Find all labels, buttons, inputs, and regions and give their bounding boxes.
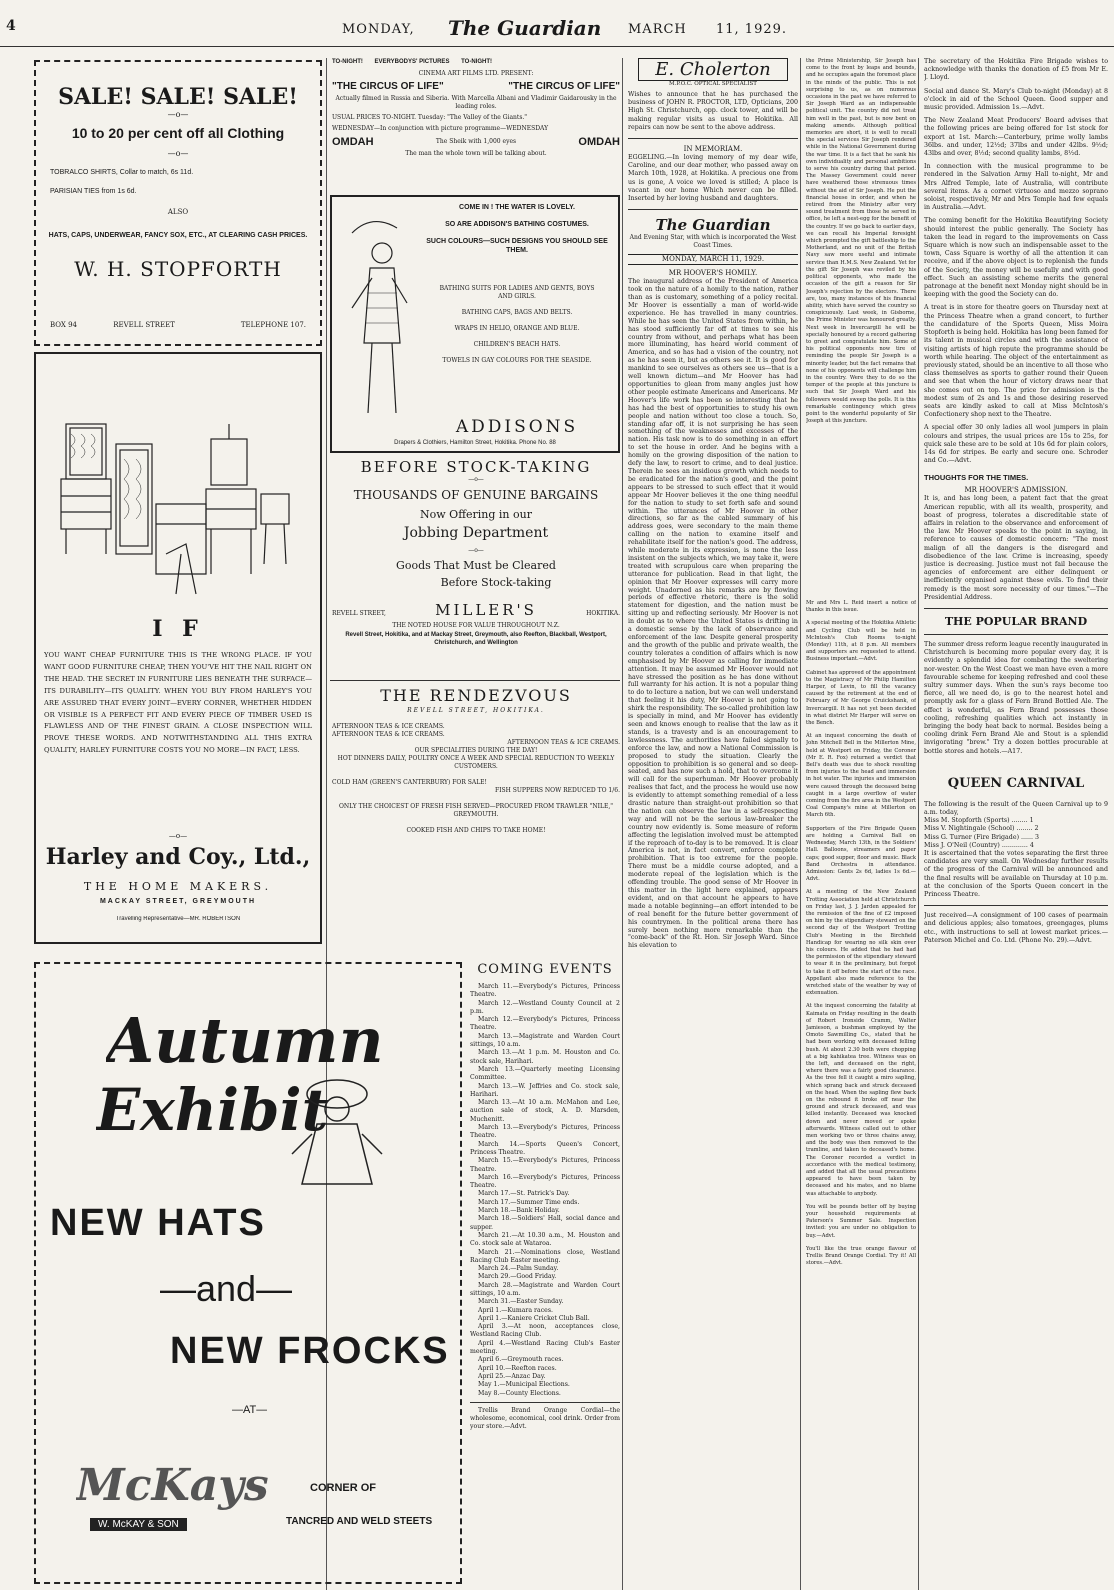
event-item: March 31.—Easter Sunday. <box>478 1298 564 1306</box>
events-title: COMING EVENTS <box>477 962 613 977</box>
rendezvous-street: REVELL STREET, HOKITIKA. <box>407 707 545 714</box>
dance-notice: Social and dance St. Mary's Club to-night (Monday) at 8 o'clock in aid of the School Queen. Good supper and music provided. Admission 1s.—Advt. <box>924 87 1108 112</box>
meat-notice: The New Zealand Meat Producers' Board advises that the following prices are being offered for 1st stock for export at 1st. March:—Canterbury, prime wolly lambs 36lbs. and under, 12½d; 37lbs and under 42lbs. 9½d; 43lbs and over, 8½d; second quality lambs, 8½d. <box>924 117 1108 158</box>
editorial-body: The inaugural address of the President of America took on the nature of a homily to the nation, rather than as is customary, something of a policy recital. Mr Hoover is essentially a man of world-wide experience. He has travelled in many countries. While he has seen the United States from within, he has stood sufficiently far off at times to see his country from without, and perhaps what has been more illuminating, has heard world comment of America, and so has had a vision of the country, not as he has seen it, but as others see it. It is good for mankind to see ourselves as others see us—that is a well known dictum—and Mr Hoover has had opportunities to glean from many angles just how other people estimate Americans and Americans. Mr Hoover's life work has been so interesting that he has had the best of opportunities to study his own people and nation without too close a touch. So, standing afar off, it is not surprising he has seen something of the weaknesses and excesses of the nation. His task now is to do something in an effort to set the house in order. And he begins with a homily on the growing disposition of the nation to defy the law, to resort to crime, and to deal justice. Therein he sees an insidious growth which needs to be eradicated for the nation's good, and the point appears to be stressed to such effect that it would appear Mr Hoover believes it the one thing needful for the nation to study to set forth safe and sound within. The utterances of Mr Hoover in other directions, so far as the cabled summary of his address goes, were secondary to the main theme calling on the nation to examine itself and rehabilitate itself for the nation's good. The address, while moderate in its expression, is none the less insistent on the subjects which, we may take it, were treated with scrupulous care when preparing the utterance for publication. Read in that light, the opinion that Mr Hoover expresses will carry more weight. Unadorned as his remarks are by flowing periods of effective rhetoric, there is the solid statement for digestion, and the nation must be sitting up and reflecting seriously. Mr Hoover is not in doubt as to where the United States is drifting in a domestic sense by the lack of observance and enforcement of the law. Despite general prosperity and the growth of the public and private wealth, the country tolerates a condition of affairs which is now emphasised by Mr Hoover as calling for immediate attention. It may be assumed Mr Hoover would not have stressed the position as he has done without full warranty for his action. It is not a popular thing to do to lecture a nation, but we can well understand that feeling it his duty, Mr Hoover is not going to shirk the responsibility. The so-called prohibition law is specially in mind, and Mr Hoover has evidently seen and knows enough to realise that the law as it stands, is a travesty and is an encouragement to lawlessness. The authorities have failed signally to enforce the law, and now a National Commission is proposed to study the situation. Clearly the opposition to prohibition is so general and so deep-seated, and has now such a hold, that to overcome it will call for the superhuman. Mr Hoover probably realises that fact, and the process he would use now is evidently to attempt something remedial of a less drastic nature than straight-out prohibition so that the nation can observe the law in a self-respecting way and will not be the serious law-breaker the country now evidently is. Some measure of reform affecting the legislation involved must be attempted if the reproach of to-day is to be removed. It is clear America is not, in fact convert, enforce complete prohibition. That is too extreme for the people. There must be a middle course adopted, and a moderate repeal of the legislation which is the offending trouble. The good sense of Mr Hoover in this matter in the light here explained, appears evident, and on that account he appears to have made a notable beginning—an effort intended to be of real benefit for the future better government of his countrymen. In the political arena there has surely been nothing more remarkable than the "come-back" of the Rt. Hon. Sir Joseph Ward. Since his elevation to <box>628 278 798 950</box>
fire-notice: The secretary of the Hokitika Fire Brigade wishes to acknowledge with thanks the donation of £5 from Mr E. J. Lloyd. <box>924 58 1108 82</box>
event-item: March 13.—Quarterly meeting Licensing Committee. <box>470 1065 620 1082</box>
editorial-paper: The Guardian <box>655 216 771 235</box>
jobbing-dept: Jobbing Department <box>403 525 549 541</box>
towels: TOWELS IN GAY COLOURS FOR THE SEASIDE. <box>442 357 592 364</box>
rendezvous-ad <box>332 686 620 954</box>
event-item: April 1.—Kaniere Cricket Club Ball. <box>478 1314 590 1322</box>
millers-addr: Revell Street, Hokitika, and at Mackay Street, Greymouth, also Reefton, Blackball, Westport, Christchurch, and Wellington <box>345 632 607 646</box>
event-item: April 3.—At noon, acceptances close, Westland Racing Club. <box>470 1323 620 1339</box>
brand-heading: THE POPULAR BRAND <box>944 614 1088 628</box>
queen-intro: The following is the result of the Queen Carnival up to 9 a.m. today, <box>924 800 1108 817</box>
noted-house: THE NOTED HOUSE FOR VALUE THROUGHOUT N.Z. <box>392 622 560 629</box>
harley-rep: Travelling Representative—MR. ROBERTSON <box>115 916 241 922</box>
sale-heading: SALE! SALE! SALE! <box>58 84 298 110</box>
streets-line: TANCRED AND WELD STEETS <box>286 1516 433 1527</box>
paterson-notice: You will be pounds better off by buying your household requirements at Paterson's Summer Sale. Inspection invited: you are under no obligation to buy.—Advt. <box>806 1203 916 1239</box>
film-prices: USUAL PRICES TO-NIGHT. Tuesday: "The Valley of the Giants." <box>332 114 528 121</box>
cold-ham: COLD HAM (GREEN'S CANTERBURY) FOR SALE! <box>332 779 487 786</box>
temple-notice: In connection with the musical programme to be rendered in the Salvation Army Hall to-night, Mr and Mrs Alfred Temple, late of Australia, will contribute several items. As a cornet virtuoso and mezzo soprano soloist, respectively, Mr and Mrs Temple had few equals in Australia.—Advt. <box>924 163 1108 212</box>
film-desc: Actually filmed in Russia and Siberia. With Marcella Albani and Vladimir Gaidarousky in the leading roles. <box>335 95 617 110</box>
thoughts-heading: THOUGHTS FOR THE TIMES. <box>924 473 1029 483</box>
tobralco-line: TOBRALCO SHIRTS, Collar to match, 6s 11d. <box>50 169 194 176</box>
event-item: March 24.—Palm Sunday. <box>478 1265 559 1273</box>
mckays-logo: McKays <box>76 1460 269 1511</box>
event-item: March 17.—St. Patrick's Day. <box>478 1190 570 1198</box>
millers-ad: BEFORE STOCK-TAKING —o— THOUSANDS OF GENUINE BARGAINS Now Offering in our Jobbing Department —o— Goods That Must be Cleared Before Stock-taking REVELL STREET, MILLER'S HOKITIKA. THE NOTED HOUSE FOR VALUE THROUGHOUT N.Z. Revell Street, Hokitika, and at Mackay Street, Greymouth, also Reefton, Blackball, Westport, Christchurch, and Wellington <box>332 458 620 646</box>
harley-if: I F <box>152 616 204 642</box>
coming-events <box>470 962 620 1584</box>
event-item: March 21.—At 10.30 a.m., M. Houston and Co. stock sale at Wataroa. <box>470 1231 620 1248</box>
admission-body: It is, and has long been, a patent fact that the great American republic, with all its wealth, prosperity, and boast of progress, tolerates a discreditable state of affairs in relation to the observance and enforcement of the law. Mr Hoover speaks to the point in saying, in reference to causes of domestic concern: "The most malign of all the dangers is the disregard and disobedience of the law. Crime is increasing, speedy justice is decreasing. Justice must not fail because the agencies of enforcement are either delinquent or inefficiently organised against these evils. To find their remedy is the most sore necessity of our times."—The Presidential Address. <box>924 495 1108 601</box>
also-line: ALSO <box>167 208 189 216</box>
masthead-date: 11, 1929. <box>716 22 788 37</box>
event-item: March 13.—At 10 a.m. McMahon and Lee, auction sale of stock, A. D. Marsden, Muchenitt. <box>470 1099 620 1123</box>
thousands: THOUSANDS OF GENUINE BARGAINS <box>353 488 599 502</box>
and-line: —and— <box>160 1268 293 1309</box>
addisons-name: ADDISONS <box>455 417 579 437</box>
trotting-notice: At a meeting of the New Zealand Trotting Association held at Christchurch on Friday last, J. J. Jarden appealed for the remission of the fine of £2 imposed on him by the stipendiary steward on the second day of the Westport Trotting Club's Meeting in the Birchfield Handicap for wearing no silk skin over his colours. He added that he had had the permission of the stipendiary steward to wear it in the preliminary, but forgot to take it off before the start of the race. Appellant also made reference to the wretched state of the weather by way of extenuation. <box>806 889 916 997</box>
furniture-illustration <box>56 404 306 604</box>
event-item: March 17.—Summer Time ends. <box>478 1198 580 1206</box>
addisons-foot: Drapers & Clothiers, Hamilton Street, Hokitika. Phone No. 88 <box>394 440 556 446</box>
choicest-fish: ONLY THE CHOICEST OF FRESH FISH SERVED—PROCURED FROM TRAWLER "NILE," GREYMOUTH. <box>338 803 614 818</box>
queen-standing: Miss M. Stopforth (Sports) ........ 1 <box>924 817 1034 825</box>
masthead <box>0 0 1114 44</box>
specialities: OUR SPECIALITIES DURING THE DAY! <box>414 747 538 754</box>
cabinet-notice: Cabinet has approved of the appointment to the Magistracy of Mr Philip Hamilton Harper, of Levin, to fill the vacancy caused by the retirement at the end of February of Mr George Cruickshank, of Invercargill. It has not yet been decided in what district Mr Harper will serve on the Bench. <box>806 669 916 727</box>
harley-copy: YOU WANT CHEAP FURNITURE THIS IS THE WRONG PLACE. IF YOU WANT GOOD FURNITURE CHEAP, THEN YOU'VE HIT THE NAIL RIGHT ON THE HEAD. THE SECRET IN FURNITURE LIES BENEATH THE SURFACE—ITS DURABILITY—ITS QUALITY. WHEN YOU BUY FROM HARLEY'S YOU ARE ASSURED THAT EVERY JOINT—EVERY CORNER, WHETHER HIDDEN OR VISIBLE IS A PERFECT FIT AND EVERY PIECE OF TIMBER USED IS FLAWLESS AND OF THE FINEST GRAIN. A CLOSE INSPECTION WILL PROVE THESE WORDS. AND NOTWITHSTANDING ALL THIS EXTRA QUALITY, HARLEY FURNITURE COSTS YOU NO MORE—IN FACT, LESS. <box>44 651 312 755</box>
hot-dinners: HOT DINNERS DAILY, POULTRY ONCE A WEEK AND SPECIAL REDUCTION TO WEEKLY CUSTOMERS. <box>337 755 615 770</box>
stopforth-box: BOX 94 <box>50 321 78 329</box>
rendezvous-name: THE RENDEZVOUS <box>380 686 572 705</box>
pictures-ad <box>332 58 620 192</box>
page-number: 4 <box>6 18 16 34</box>
column-3 <box>628 58 798 1588</box>
event-item: March 13.—Magistrate and Warden Court sittings, 10 a.m. <box>470 1032 620 1049</box>
teas-2: AFTERNOON TEAS & ICE CREAMS. <box>332 731 445 738</box>
editorial-headline: MR HOOVER'S HOMILY. <box>668 269 758 278</box>
column-4-lower <box>806 600 916 1588</box>
before-2: Before Stock-taking <box>440 576 552 589</box>
fruit-notice: Just received—A consignment of 100 cases of pearmain and delicious apples; also tomatoes, greengages, plums etc., with instructions to sell at lowest market prices.—Paterson Michel and Co. Ltd. (Phone No. 29).—Advt. <box>924 912 1108 944</box>
pictures-top: TO-NIGHT! EVERYBODYS' PICTURES TO-NIGHT! <box>332 59 492 65</box>
new-hats: NEW HATS <box>50 1202 266 1244</box>
event-item: April 10.—Reefton races. <box>478 1364 557 1372</box>
autumn-heading: Autumn <box>106 1004 384 1077</box>
event-item: March 13.—W. Jeffries and Co. stock sale, Harihari. <box>470 1082 620 1098</box>
stopforth-phone: TELEPHONE 107. <box>240 321 306 329</box>
beach-hats: CHILDREN'S BEACH HATS. <box>473 341 561 348</box>
harley-address: MACKAY STREET, GREYMOUTH <box>99 898 257 905</box>
event-item: March 13.—At 1 p.m. M. Houston and Co. stock sale, Harihari. <box>470 1049 620 1065</box>
event-item: March 18.—Bank Holiday. <box>478 1207 560 1215</box>
event-item: April 6.—Greymouth races. <box>478 1356 564 1364</box>
editorial-date: MONDAY, MARCH 11, 1929. <box>628 254 798 265</box>
event-item: March 15.—Everybody's Pictures, Princess Theatre. <box>470 1157 620 1173</box>
inquest-notice: At an inquest concerning the death of John Mitchell Bell in the Millerton Mine, held at Westport on Friday, the Coroner (Mr E. R. Fox) returned a verdict that Bell's death was due to shock resulting from injuries to the head and immersion in hot water. The injuries and immersion were caused through the deceased being caught in a large overflow of water coming from the fire area in the Westport Coal Company's mine at Millerton on March 6th. <box>806 733 916 819</box>
teas: AFTERNOON TEAS & ICE CREAMS. <box>332 723 445 730</box>
event-item: March 12.—Everybody's Pictures, Princess Theatre. <box>470 1016 620 1032</box>
cholerton-logo: E. Cholerton <box>638 58 788 81</box>
brigade-notice: Supporters of the Fire Brigade Queen are holding a Carnival Ball on Wednesday, March 13th, in the Soldiers' Hall. Balloons, streamers and paper caps; good supper, floor and music. Black Band Orchestra in attendance. Admission: Gents 2s 6d, ladies 1s 6d.—Advt. <box>806 825 916 883</box>
bather-illustration <box>342 213 422 423</box>
bathing-suits: BATHING SUITS FOR LADIES AND GENTS, BOYS AND GIRLS. <box>439 285 595 300</box>
omdah-right: OMDAH <box>578 136 620 148</box>
exhibit-heading: Exhibit <box>96 1076 329 1144</box>
addisons-ad <box>330 195 620 453</box>
treat-notice: A treat is in store for theatre goers on Thursday next at the Princess Theatre when a grand concert, to further the candidature of the Sports Queen, Miss Moira Stopforth is being held. Hokitika has long been famed for its talent in musical circles and with the assistance of visiting artists of high repute the programme should be worth while hearing. The object of the entertainment as previously stated, should be an incentive to all those who class themselves as sports to gather round their Queen and see that when the hour of victory draws near that she comes out on top. The price for admission is the modest sum of 2s and 1s and those desiring reserved seats are kindly asked to call at Miss McIntosh's Confectionery shop next to the Theatre. <box>924 304 1108 419</box>
hats-line: HATS, CAPS, UNDERWEAR, FANCY SOX, ETC., AT CLEARING CASH PRICES. <box>48 232 308 239</box>
editorial-sub: And Evening Star, with which is incorporated the West Coast Times. <box>629 234 797 250</box>
millers-town: HOKITIKA. <box>586 610 620 617</box>
whole-town: The man the whole town will be talking about. <box>405 150 547 157</box>
masthead-day: MONDAY, <box>342 22 415 37</box>
masthead-month: MARCH <box>628 22 687 37</box>
ward-article: the Prime Ministership, Sir Joseph has come to the front by leaps and bounds, and he occupies again the foremost place in the minds of the public. This is not surprising to us, as on numerous occasions in the past we have referred to Sir Joseph Ward as an indispensable political unit. The country did not treat him well in the past, but is now bent on making amends. Although political memories are short, it is well to recall the special services Sir Joseph rendered while in the National Government during the war time. It is a fact that he sank his own individuality and personal ambitions to serve his country during that period. The Massey Government could never have weathered those strenuous times without the aid of Sir Joseph. He put the financial house in order, and when he retired from the Ministry after very sound treatment from those he served in office, he left a nest-egg for the benefit of the country. If we go back to earlier days, we can recall his Imperial foresight which prompted the gift battleship to the Motherland, and no unit of the British Navy saw more useful and intimate service than H.M.S. New Zealand. Yet for the gift Sir Joseph was reviled by his political opponents, who made the occasion of the gift a reason for Sir Joseph's rejection by the electors. There are, too, many instances of his financial ability, which have served the country so conspicuously. Last week, in Gisborne, the Prime Minister was honoured greatly. Next week in Invercargill he will be specially honoured by a record gathering to greet and congratulate him. Some of his political opponents now tire of reminding the people Sir Joseph is a minority leader, but the fact remains that none of his opponents will challenge him in the country. Were they to do so the temper of the people at this juncture is such that Sir Joseph Ward and his followers would sweep the polls. It is this remarkable contingency which gives point to the wonderful popularity of Sir Joseph at this juncture. <box>806 58 916 425</box>
wraps: WRAPS IN HELIO, ORANGE AND BLUE. <box>454 325 580 332</box>
queen-standing: Miss V. Nightingale (School) ........ 2 <box>924 825 1039 833</box>
teas-3: AFTERNOON TEAS & ICE CREAMS. <box>507 739 620 746</box>
event-item: March 13.—Everybody's Pictures, Princess Theatre. <box>470 1124 620 1140</box>
queen-body: It is ascertained that the votes separating the first three candidates are very small. On Wednesday further results of the progress of the Carnival will be announced and the final results will be available on Thursday at 10 p.m. at the conclusion of the Sports Queen concert in the Princess Theatre. <box>924 850 1108 899</box>
mckays-son: W. McKAY & SON <box>90 1518 187 1531</box>
admission-heading: MR HOOVER'S ADMISSION. <box>964 486 1068 495</box>
new-frocks: NEW FROCKS <box>170 1330 450 1372</box>
so-are: SO ARE ADDISON'S BATHING COSTUMES. <box>445 221 589 228</box>
queen-standing: Miss G. Turner (Fire Brigade) ...... 3 <box>924 833 1040 841</box>
stopforth-name: W. H. STOPFORTH <box>74 257 282 281</box>
harley-ad: I F YOU WANT CHEAP FURNITURE THIS IS THE WRONG PLACE. IF YOU WANT GOOD FURNITURE CHEAP, THEN YOU'VE HIT THE NAIL RIGHT ON THE HEAD. THE SECRET IN FURNITURE LIES BENEATH THE SURFACE—ITS DURABILITY—ITS QUALITY. WHEN YOU BUY FROM HARLEY'S YOU ARE ASSURED THAT EVERY JOINT—EVERY CORNER, WHETHER HIDDEN OR VISIBLE IS A PERFECT FIT AND EVERY PIECE OF TIMBER USED IS FLAWLESS AND OF THE FINEST GRAIN. A CLOSE INSPECTION WILL PROVE THESE WORDS. AND NOTWITHSTANDING ALL THIS EXTRA QUALITY, HARLEY FURNITURE COSTS YOU NO MORE—IN FACT, LESS. —o— Harley and Coy., Ltd., THE HOME MAKERS. MACKAY STREET, GREYMOUTH Travelling Representative—MR. ROBERTSON <box>34 352 322 944</box>
event-item: March 21.—Nominations close, Westland Racing Club Easter meeting. <box>470 1248 620 1264</box>
harley-name: Harley and Coy., Ltd., <box>45 844 311 870</box>
bathing-caps: BATHING CAPS, BAGS AND BELTS. <box>461 309 573 316</box>
event-item: May 8.—County Elections. <box>478 1389 561 1397</box>
beautifying-notice: The coming benefit for the Hokitika Beautifying Society should interest the public generally. The Society has taken the lead in regard to the improvements on Cass Square which is now such an indispensable asset to the town, Cass Square is worthy of all the attention it can receive, and if the above object is to replenish the funds of the Society, the money will be usefully and with good effect. Such an assisting scheme merits the general patronage at the benefit next Monday night should be in keeping with the good the Society can do. <box>924 217 1108 299</box>
queen-list <box>924 817 1108 850</box>
ties-line: PARISIAN TIES from 1s 6d. <box>50 188 137 195</box>
come-in: COME IN ! THE WATER IS LOVELY. <box>459 204 575 211</box>
event-item: March 28.—Magistrate and Warden Court sittings, 10 a.m. <box>470 1281 620 1297</box>
fish-suppers: FISH SUPPERS NOW REDUCED TO 1/6. <box>494 787 620 794</box>
event-item: April 4.—Westland Racing Club's Easter meeting. <box>470 1339 620 1356</box>
queen-heading: QUEEN CARNIVAL <box>947 775 1085 791</box>
memoriam-title: IN MEMORIAM. <box>683 145 743 154</box>
column-5 <box>924 58 1108 1588</box>
lady-illustration <box>272 1064 402 1194</box>
film-title-2: "THE CIRCUS OF LIFE" <box>508 81 620 92</box>
events-list <box>470 983 620 1398</box>
events-foot: Trellis Brand Orange Cordial—the wholesome, economical, cool drink. Order from your store.—Advt. <box>470 1406 620 1431</box>
event-item: March 29.—Good Friday. <box>478 1273 557 1281</box>
cholerton-body: Wishes to announce that he has purchased the business of JOHN R. PROCTOR, LTD, Opticians, 200 High St. Christchurch, opp. clock tower, and will be making regular visits as usual to Hokitika. All repairs can now be sent to the above address. <box>628 91 798 131</box>
jumper-notice: A special offer 30 only ladies all wool jumpers in plain colours and stripes, the usual prices are 15s to 25s, for quick sale these are to be sold at 10s 6d for plain colors, 14s 6d for stripes. Be early and secure one. Schroder and Co.—Advt. <box>924 424 1108 465</box>
event-item: March 18.—Soldiers' Hall, social dance and supper. <box>470 1215 620 1231</box>
event-item: April 25.—Anzac Day. <box>478 1372 546 1380</box>
event-item: May 1.—Municipal Elections. <box>478 1381 570 1389</box>
stopforth-ad: SALE! SALE! SALE! —o— 10 to 20 per cent off all Clothing —o— TOBRALCO SHIRTS, Collar to match, 6s 11d. PARISIAN TIES from 1s 6d. ALSO HATS, CAPS, UNDERWEAR, FANCY SOX, ETC., AT CLEARING CASH PRICES. W. H. STOPFORTH BOX 94 REVELL STREET TELEPHONE 107. <box>34 60 322 346</box>
athletic-notice: A special meeting of the Hokitika Athletic and Cycling Club will be held in McIntosh's Club Rooms to-night (Monday) 11th, at 8 p.m. All members and supporters are requested to attend. Business important.—Advt. <box>806 620 916 663</box>
pictures-company: CINEMA ART FILMS LTD. PRESENT: <box>418 70 534 77</box>
now-offering: Now Offering in our <box>420 508 532 521</box>
discount-line: 10 to 20 per cent off all Clothing <box>71 125 285 141</box>
goods-cleared: Goods That Must be Cleared <box>396 559 556 572</box>
queen-standing: Miss J. O'Neil (Country) ............. 4 <box>924 841 1034 849</box>
memoriam-body: EGGELING.—In loving memory of my dear wife, Caroline, and our dear mother, who passed away on March 10th, 1928, at Hokitika. A precious one from us is gone, A voice we loved is stilled; A place is vacant in our home Which never can be filled. Inserted by her loving husband and daughters. <box>628 154 798 203</box>
cholerton-sub: M.P.O.C. OPTICAL SPECIALIST <box>669 81 757 87</box>
masthead-title: The Guardian <box>448 16 602 40</box>
millers-street: REVELL STREET, <box>332 610 386 617</box>
wednesday-line: WEDNESDAY—In conjunction with picture programme—WEDNESDAY <box>332 125 549 132</box>
event-item: March 11.—Everybody's Pictures, Princess Theatre. <box>470 983 620 999</box>
reid-notice: Mr and Mrs L. Reid insert a notice of thanks in this issue. <box>806 600 916 614</box>
fish-and-chips: COOKED FISH AND CHIPS TO TAKE HOME! <box>406 827 546 834</box>
at-line: —AT— <box>232 1404 268 1416</box>
millers-name: MILLER'S <box>435 601 537 619</box>
harley-tagline: THE HOME MAKERS. <box>83 880 273 893</box>
before-stocktaking: BEFORE STOCK-TAKING <box>360 458 592 476</box>
omdah-left: OMDAH <box>332 136 374 148</box>
event-item: April 1.—Kumara races. <box>478 1306 553 1314</box>
kaimata-notice: At the inquest concerning the fatality at Kaimata on Friday resulting in the death of Robert Ironside Cramm, Walter Jamieson, a bushman employed by the Omoto Sawmilling Co., stated that he had been working with deceased felling bush. At about 2.30 both were chopping at a big kahikatea tree. Witness was on the left, and deceased on the right, where there was a fairly good clearance. As the tree fell it caught a miro sapling, which sprang back and struck deceased on the head. When the sapling flew back on the rebound it broke off near the ground and struck deceased, and was killed instantly. Deceased was knocked down and never moved or spoke afterwards. Witness called out to other men working two or three chains away, and the body was then removed to the tramline, and taken to deceased's home. The Coroner recorded a verdict in accordance with the medical testimony, and added that all the usual precautions appeared to have been taken by deceased and his mates, and no blame was attachable to anybody. <box>806 1003 916 1197</box>
such-colours: SUCH COLOURS—SUCH DESIGNS YOU SHOULD SEE THEM. <box>426 238 608 254</box>
stopforth-street: REVELL STREET <box>113 321 175 329</box>
brand-body: The summer dress reform league recently inaugurated in Christchurch is becoming more popular every day, it is evidently a splendid idea for combating the sweltering nor-wester. On the West Coast we man have even a more favourable scheme for keeping refreshed and cool these sultry summer days. When the sun's rays become too fierce, all we need do, is go to the nearest hotel and promptly ask for a glass of Fern Brand Bottled Ale. The effect is wonderful, as Fern Brand possesses those cooling, refreshing qualities which act instantly in bringing the body heat back to normal. Besides being a cooling drink Fern Brand Ale and Stout is a splendid invigorating "brew." Try a dozen bottles procurable at bottle stores and hotels.—A17. <box>924 640 1108 755</box>
trellis-notice: You'll like the true orange flavour of Trellis Brand Orange Cordial. Try it! All stores.—Advt. <box>806 1245 916 1267</box>
event-item: March 16.—Everybody's Pictures, Princess Theatre. <box>470 1173 620 1190</box>
sheik-line: The Sheik with 1,000 eyes <box>435 138 517 145</box>
event-item: March 12.—Westland County Council at 2 p.m. <box>470 999 620 1015</box>
film-title: "THE CIRCUS OF LIFE" <box>332 81 444 92</box>
mckays-ad <box>34 962 462 1584</box>
corner-line: CORNER OF <box>310 1482 376 1494</box>
event-item: March 14.—Sports Queen's Concert, Princess Theatre. <box>470 1140 620 1156</box>
